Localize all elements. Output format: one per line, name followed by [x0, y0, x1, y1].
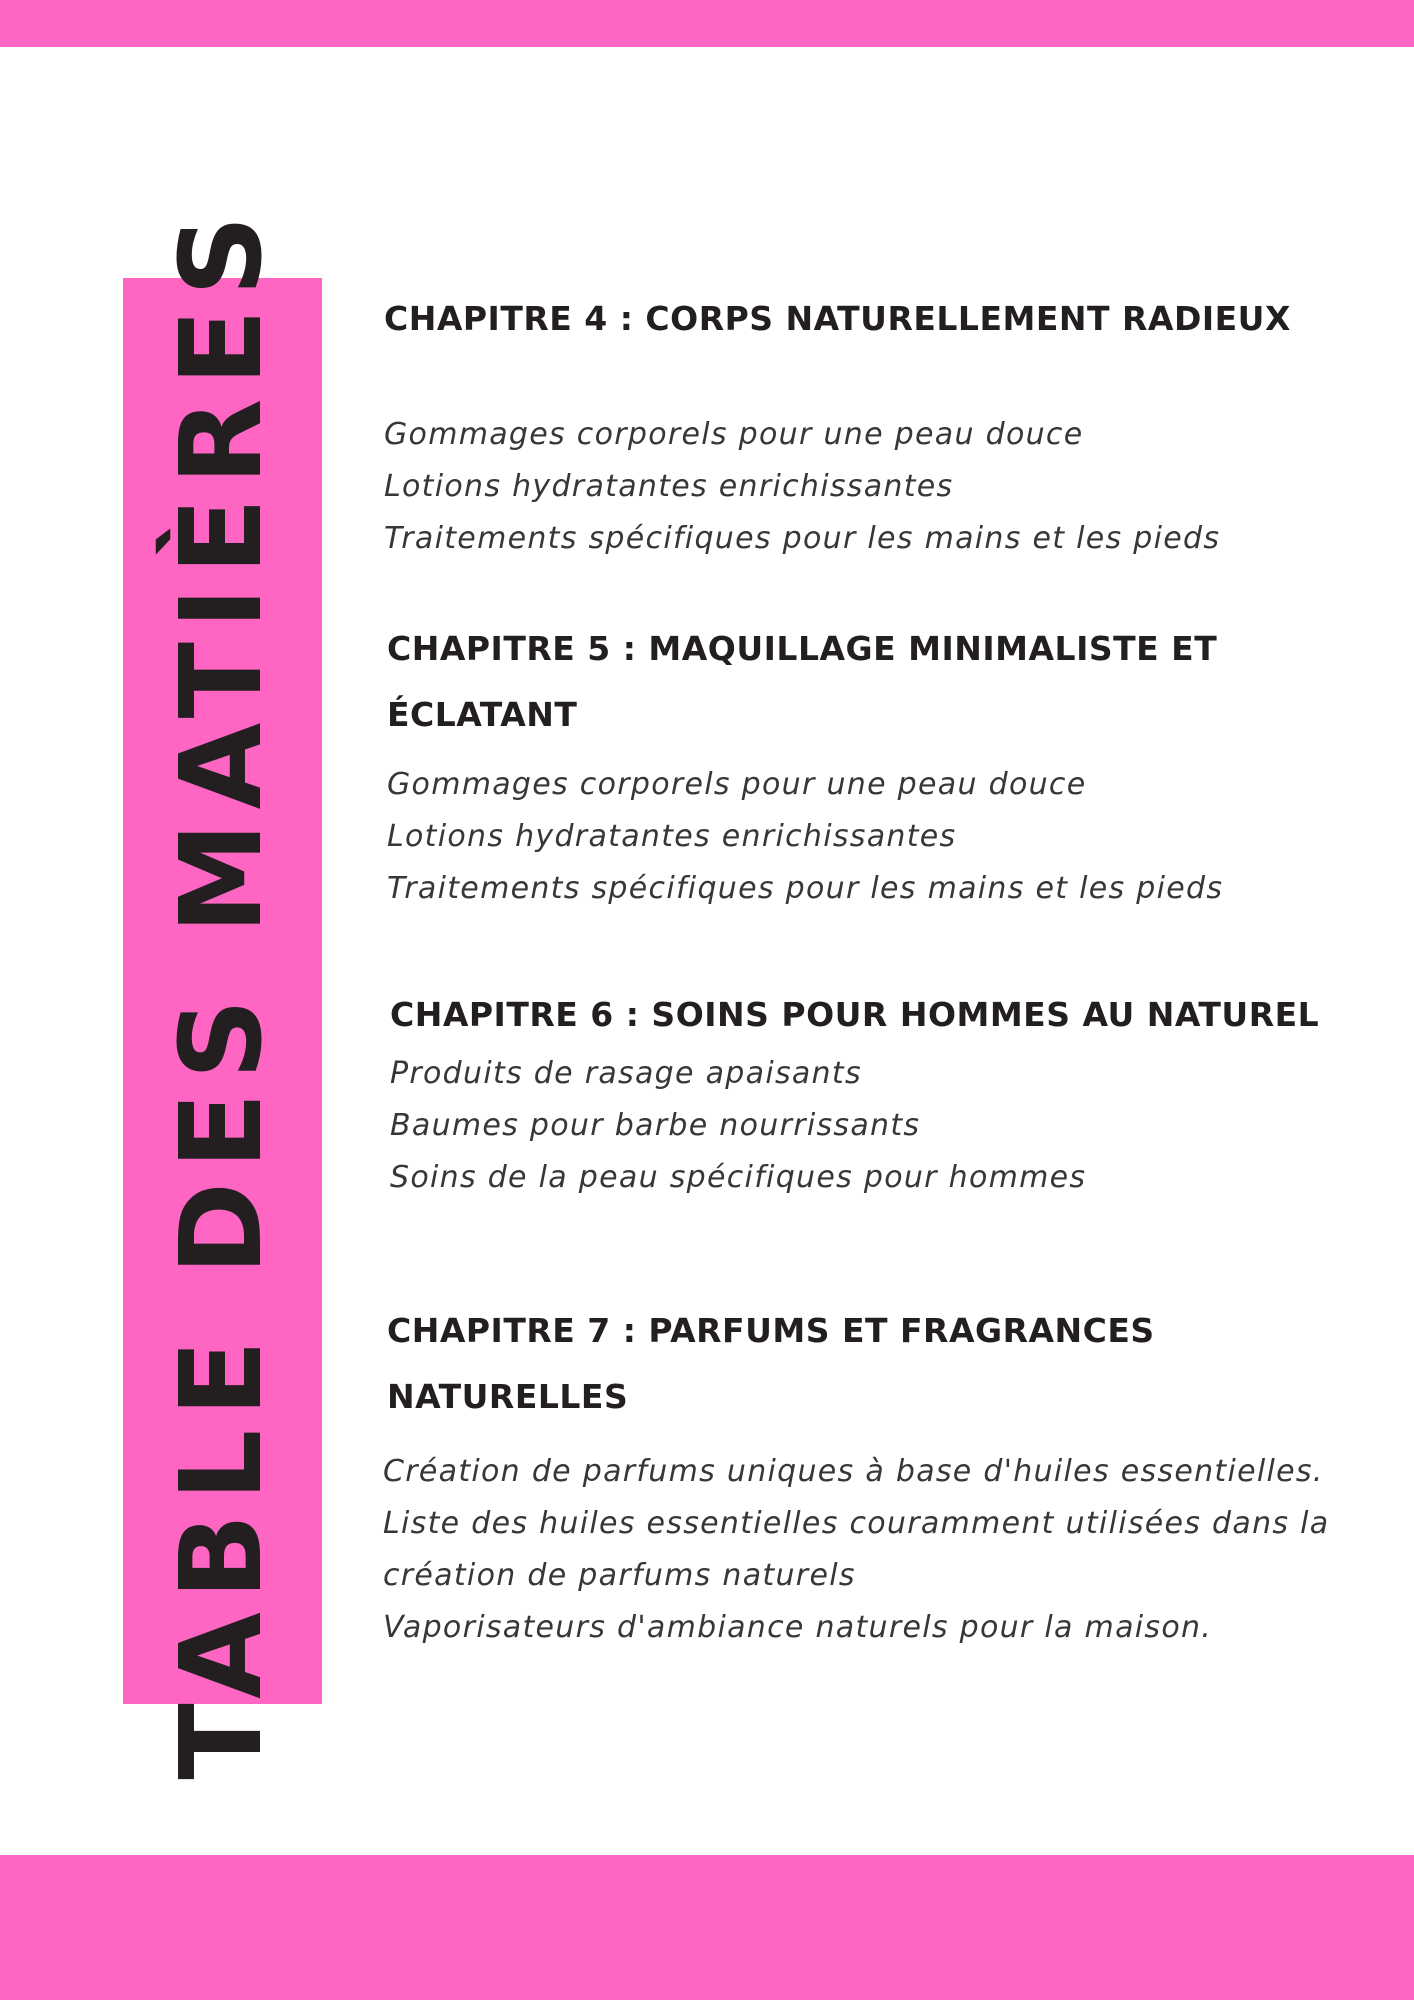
chapter-item: Traitements spécifiques pour les mains et les pieds	[387, 871, 1224, 906]
chapter-item-list	[383, 1446, 1347, 1654]
chapter-item: Baumes pour barbe nourrissants	[390, 1108, 921, 1143]
chapter-item: Lotions hydratantes enrichissantes	[387, 819, 957, 854]
chapter-section-5	[387, 616, 1327, 915]
chapter-heading: CHAPITRE 4 : CORPS NATURELLEMENT RADIEUX	[384, 299, 1291, 338]
chapter-item-list	[390, 1048, 1390, 1204]
chapter-section-6	[390, 982, 1390, 1204]
chapter-item: Création de parfums uniques à base d'huiles essentielles.	[383, 1454, 1324, 1489]
chapter-section-7	[383, 1298, 1347, 1654]
chapter-item-list	[384, 409, 1374, 565]
bottom-accent-bar	[0, 1855, 1414, 2000]
chapter-heading: CHAPITRE 6 : SOINS POUR HOMMES AU NATUREL	[390, 995, 1320, 1034]
page-title: TABLE DES MATIÈRES	[157, 202, 287, 1780]
chapter-item: Liste des huiles essentielles couramment utilisées dans la création de parfums naturels	[383, 1506, 1330, 1593]
chapter-heading: CHAPITRE 7 : PARFUMS ET FRAGRANCES NATURELLES	[387, 1311, 1155, 1416]
chapter-item: Gommages corporels pour une peau douce	[387, 767, 1087, 802]
chapter-item: Soins de la peau spécifiques pour hommes	[390, 1160, 1087, 1195]
chapter-item: Produits de rasage apaisants	[390, 1056, 862, 1091]
top-accent-bar	[0, 0, 1414, 47]
chapter-item: Gommages corporels pour une peau douce	[384, 417, 1084, 452]
chapter-item: Traitements spécifiques pour les mains et les pieds	[384, 521, 1221, 556]
chapter-item: Vaporisateurs d'ambiance naturels pour la maison.	[383, 1610, 1213, 1645]
chapter-section-4	[384, 286, 1374, 565]
chapter-item-list	[387, 759, 1327, 915]
chapter-item: Lotions hydratantes enrichissantes	[384, 469, 954, 504]
chapter-heading: CHAPITRE 5 : MAQUILLAGE MINIMALISTE ET ÉCLATANT	[387, 629, 1218, 734]
